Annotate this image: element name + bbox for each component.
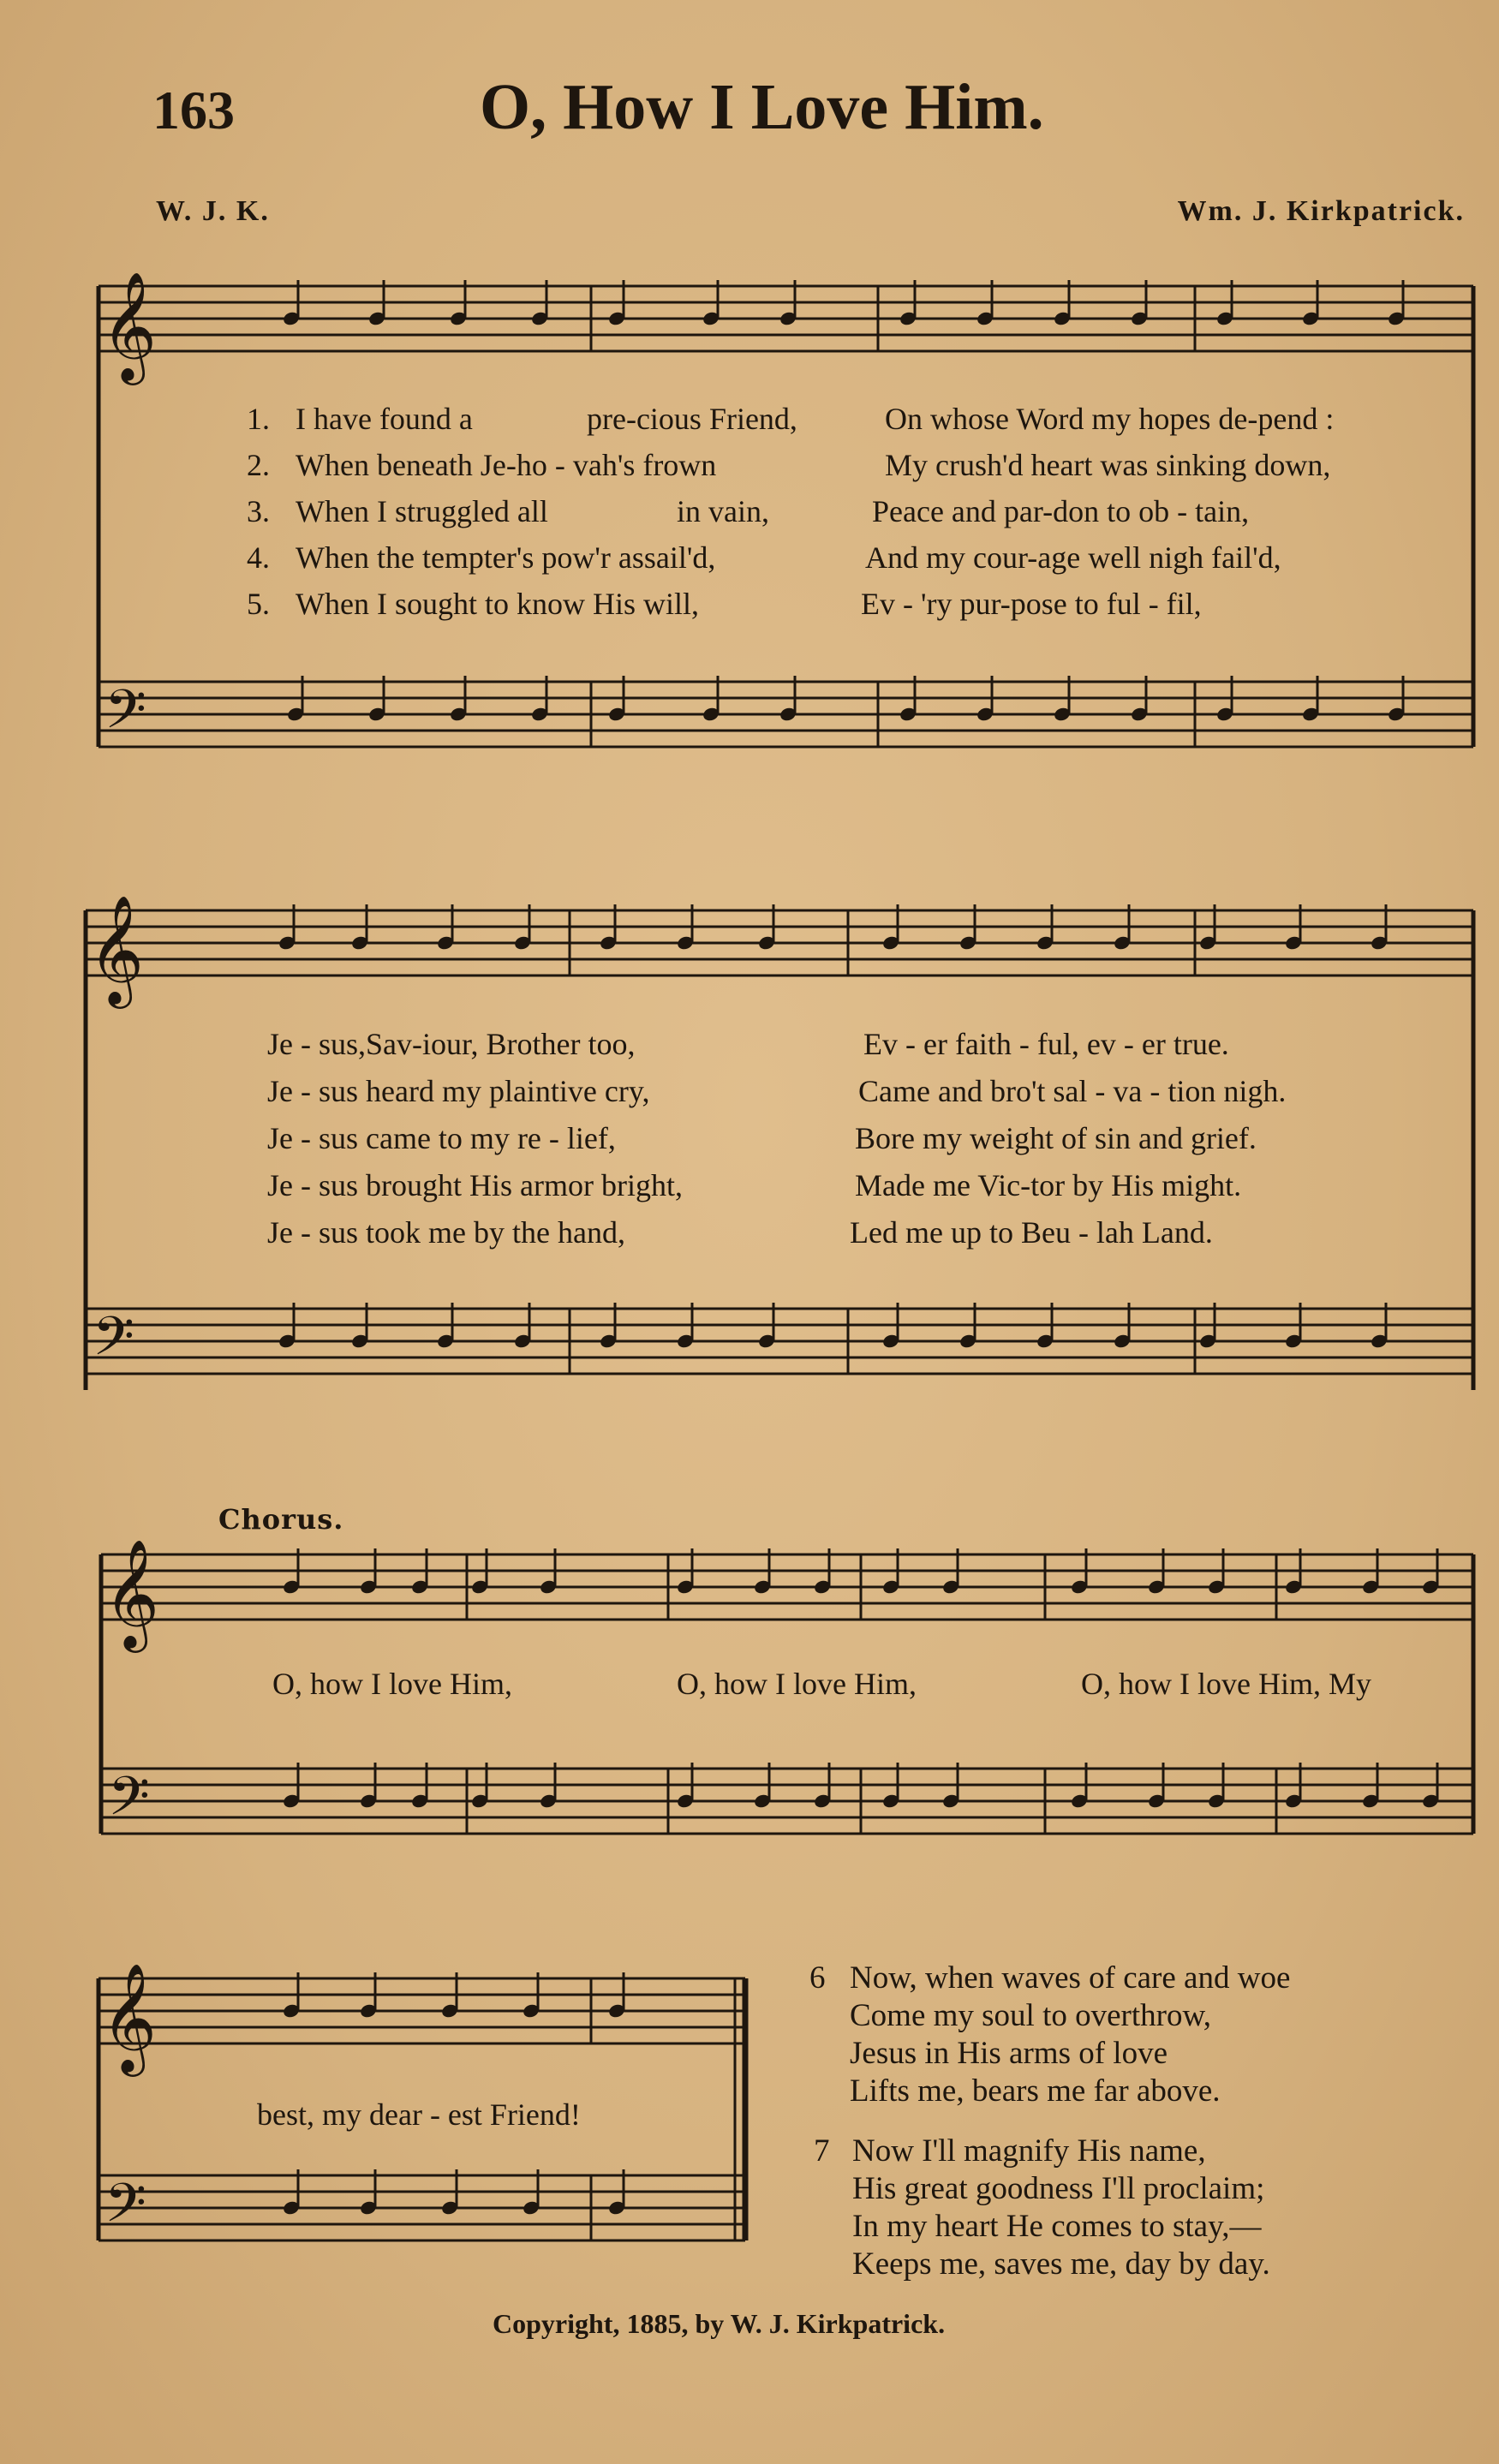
verse-number: 5. bbox=[247, 587, 270, 621]
stanza-line: Jesus in His arms of love bbox=[850, 2036, 1168, 2071]
stanza-line: Lifts me, bears me far above. bbox=[850, 2073, 1221, 2109]
verse-lyric: Je - sus came to my re - lief, bbox=[267, 1121, 616, 1155]
stanza-line: His great goodness I'll proclaim; bbox=[852, 2171, 1265, 2206]
verse-number: 2. bbox=[247, 448, 270, 482]
verse-lyric: Peace and par-don to ob - tain, bbox=[872, 494, 1250, 528]
verse-lyric: When I sought to know His will, bbox=[296, 587, 699, 621]
treble-clef: 𝄞 bbox=[101, 271, 158, 380]
hymn-number: 163 bbox=[152, 80, 235, 140]
treble-clef: 𝄞 bbox=[104, 1538, 160, 1648]
bass-clef: 𝄢 bbox=[105, 2171, 146, 2247]
chorus-lyric: O, how I love Him, bbox=[272, 1667, 512, 1701]
verse-lyric: And my cour-age well nigh fail'd, bbox=[865, 540, 1281, 575]
treble-clef: 𝄞 bbox=[88, 894, 145, 1004]
verse-lyric: Ev - er faith - ful, ev - er true. bbox=[863, 1027, 1229, 1061]
verse-number: 1. bbox=[247, 402, 270, 436]
stanza-line: Now I'll magnify His name, bbox=[852, 2133, 1206, 2169]
chorus-lyric-end: best, my dear - est Friend! bbox=[257, 2097, 581, 2132]
treble-staff-3 bbox=[101, 1554, 1473, 1620]
bass-clef: 𝄢 bbox=[105, 677, 146, 754]
treble-clef: 𝄞 bbox=[101, 1962, 158, 2072]
verse-lyric: pre-cious Friend, bbox=[587, 402, 797, 436]
verse-number: 4. bbox=[247, 540, 270, 575]
verse-lyric: I have found a bbox=[296, 402, 473, 436]
verse-number: 3. bbox=[247, 494, 270, 528]
verse-lyric: Ev - 'ry pur-pose to ful - fil, bbox=[861, 587, 1202, 621]
bass-staff-4 bbox=[99, 2175, 745, 2240]
stanza-line: In my heart He comes to stay,— bbox=[852, 2209, 1262, 2244]
stanza-line: Keeps me, saves me, day by day. bbox=[852, 2246, 1270, 2282]
verse-lyric: Je - sus brought His armor bright, bbox=[267, 1168, 683, 1202]
stanza-line: Now, when waves of care and woe bbox=[850, 1960, 1291, 1996]
stanza-line: Come my soul to overthrow, bbox=[850, 1998, 1212, 2033]
bass-staff-3 bbox=[101, 1769, 1473, 1834]
stanza-number: 6 bbox=[809, 1960, 826, 1996]
chorus-lyric: O, how I love Him, My bbox=[1081, 1667, 1371, 1701]
verse-lyric: Led me up to Beu - lah Land. bbox=[850, 1215, 1213, 1250]
chorus-lyric: O, how I love Him, bbox=[677, 1667, 917, 1701]
verse-lyric: Made me Vic-tor by His might. bbox=[855, 1168, 1242, 1202]
hymn-title: O, How I Love Him. bbox=[480, 71, 1044, 143]
stanza-number: 7 bbox=[814, 2133, 830, 2169]
verse-lyric: Je - sus heard my plaintive cry, bbox=[267, 1074, 650, 1108]
verse-lyric: On whose Word my hopes de-pend : bbox=[885, 402, 1335, 436]
verse-lyric: Came and bro't sal - va - tion nigh. bbox=[858, 1074, 1287, 1108]
verse-lyric: When I struggled all bbox=[296, 494, 548, 528]
verse-lyric: My crush'd heart was sinking down, bbox=[885, 448, 1331, 482]
copyright-notice: Copyright, 1885, by W. J. Kirkpatrick. bbox=[493, 2308, 946, 2339]
verse-lyric: in vain, bbox=[677, 494, 769, 528]
verse-lyric: Bore my weight of sin and grief. bbox=[855, 1121, 1257, 1155]
treble-staff-4 bbox=[99, 1978, 745, 2043]
lyricist-credit: W. J. K. bbox=[156, 195, 270, 227]
bass-clef: 𝄢 bbox=[108, 1764, 150, 1841]
chorus-label: Chorus. bbox=[218, 1503, 344, 1536]
verse-lyric: Je - sus took me by the hand, bbox=[267, 1215, 625, 1250]
verse-lyric: When beneath Je-ho - vah's frown bbox=[296, 448, 717, 482]
verse-lyric: When the tempter's pow'r assail'd, bbox=[296, 540, 716, 575]
bass-clef: 𝄢 bbox=[93, 1304, 134, 1381]
composer-credit: Wm. J. Kirkpatrick. bbox=[1177, 195, 1465, 227]
verse-lyric: Je - sus,Sav-iour, Brother too, bbox=[267, 1027, 636, 1061]
